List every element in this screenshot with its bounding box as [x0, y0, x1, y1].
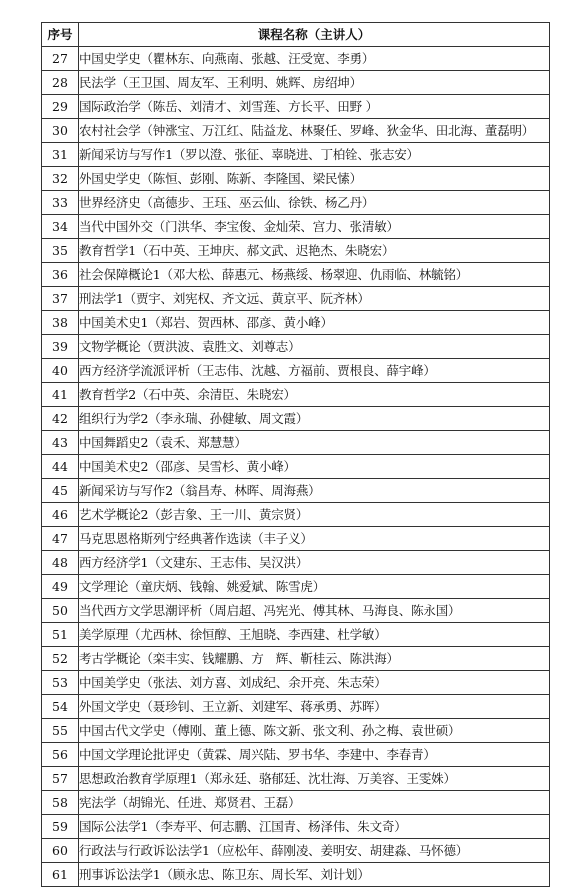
- row-number: 57: [42, 767, 79, 791]
- row-number: 27: [42, 47, 79, 71]
- table-row: [42, 815, 550, 839]
- table-row: [42, 431, 550, 455]
- table-row: [42, 335, 550, 359]
- course-name-cell: 当代中国外交（门洪华、李宝俊、金灿荣、宫力、张清敏）: [79, 215, 550, 239]
- table-row: [42, 95, 550, 119]
- row-number: 28: [42, 71, 79, 95]
- table-row: [42, 263, 550, 287]
- course-name-cell: 西方经济学1（文建东、王志伟、吴汉洪）: [79, 551, 550, 575]
- course-name-cell: 中国美术史2（邵彦、吴雪杉、黄小峰）: [79, 455, 550, 479]
- table-header-row: [42, 23, 550, 47]
- table-row: [42, 167, 550, 191]
- course-name-cell: 外国文学史（聂珍钊、王立新、刘建军、蒋承勇、苏晖）: [79, 695, 550, 719]
- table-row: [42, 839, 550, 863]
- table-row: [42, 719, 550, 743]
- table-row: [42, 671, 550, 695]
- row-number: 37: [42, 287, 79, 311]
- course-name-cell: 教育哲学1（石中英、王坤庆、郝文武、迟艳杰、朱晓宏）: [79, 239, 550, 263]
- course-name-cell: 民法学（王卫国、周友军、王利明、姚辉、房绍坤）: [79, 71, 550, 95]
- table-row: [42, 551, 550, 575]
- course-name-cell: 新闻采访与写作2（翁昌寿、林晖、周海燕）: [79, 479, 550, 503]
- course-table: [41, 22, 550, 887]
- row-number: 36: [42, 263, 79, 287]
- course-name-cell: 考古学概论（栾丰实、钱耀鹏、方 辉、靳桂云、陈洪海）: [79, 647, 550, 671]
- course-name-cell: 中国文学理论批评史（黄霖、周兴陆、罗书华、李建中、李春青）: [79, 743, 550, 767]
- course-name-cell: 农村社会学（钟涨宝、万江红、陆益龙、林聚任、罗峰、狄金华、田北海、董磊明）: [79, 119, 550, 143]
- table-row: [42, 743, 550, 767]
- course-name-cell: 刑事诉讼法学1（顾永忠、陈卫东、周长军、刘计划）: [79, 863, 550, 887]
- table-row: [42, 479, 550, 503]
- table-row: [42, 791, 550, 815]
- course-list-sheet: [41, 22, 549, 887]
- table-row: [42, 695, 550, 719]
- table-body: [42, 47, 550, 887]
- row-number: 56: [42, 743, 79, 767]
- course-name-cell: 西方经济学流派评析（王志伟、沈越、方福前、贾根良、薛宇峰）: [79, 359, 550, 383]
- table-row: [42, 527, 550, 551]
- row-number: 40: [42, 359, 79, 383]
- table-row: [42, 455, 550, 479]
- row-number: 50: [42, 599, 79, 623]
- row-number: 53: [42, 671, 79, 695]
- course-name-cell: 马克思恩格斯列宁经典著作选读（丰子义）: [79, 527, 550, 551]
- course-name-cell: 文学理论（童庆炳、钱翰、姚爱斌、陈雪虎）: [79, 575, 550, 599]
- course-name-cell: 国际政治学（陈岳、刘清才、刘雪莲、方长平、田野 ）: [79, 95, 550, 119]
- table-row: [42, 47, 550, 71]
- row-number: 47: [42, 527, 79, 551]
- table-row: [42, 143, 550, 167]
- row-number: 30: [42, 119, 79, 143]
- row-number: 41: [42, 383, 79, 407]
- row-number: 49: [42, 575, 79, 599]
- table-row: [42, 359, 550, 383]
- row-number: 46: [42, 503, 79, 527]
- course-name-cell: 中国舞蹈史2（袁禾、郑慧慧）: [79, 431, 550, 455]
- course-name-cell: 文物学概论（贾洪波、袁胜文、刘尊志）: [79, 335, 550, 359]
- table-row: [42, 863, 550, 887]
- table-row: [42, 647, 550, 671]
- row-number: 33: [42, 191, 79, 215]
- row-number: 51: [42, 623, 79, 647]
- row-number: 44: [42, 455, 79, 479]
- course-name-cell: 外国史学史（陈恒、彭刚、陈新、李隆国、梁民愫）: [79, 167, 550, 191]
- row-number: 34: [42, 215, 79, 239]
- table-row: [42, 191, 550, 215]
- table-row: [42, 239, 550, 263]
- course-name-cell: 国际公法学1（李寿平、何志鹏、江国青、杨泽伟、朱文奇）: [79, 815, 550, 839]
- course-name-cell: 艺术学概论2（彭吉象、王一川、黄宗贤）: [79, 503, 550, 527]
- table-row: [42, 623, 550, 647]
- course-name-cell: 世界经济史（高德步、王珏、巫云仙、徐铁、杨乙丹）: [79, 191, 550, 215]
- course-name-cell: 当代西方文学思潮评析（周启超、冯宪光、傅其林、马海良、陈永国）: [79, 599, 550, 623]
- table-row: [42, 575, 550, 599]
- table-row: [42, 311, 550, 335]
- row-number: 43: [42, 431, 79, 455]
- table-row: [42, 215, 550, 239]
- header-course-name: 课程名称（主讲人）: [79, 23, 550, 47]
- table-row: [42, 383, 550, 407]
- table-row: [42, 287, 550, 311]
- table-row: [42, 599, 550, 623]
- row-number: 54: [42, 695, 79, 719]
- course-name-cell: 思想政治教育学原理1（郑永廷、骆郁廷、沈壮海、万美容、王雯姝）: [79, 767, 550, 791]
- table-row: [42, 407, 550, 431]
- table-row: [42, 119, 550, 143]
- course-name-cell: 宪法学（胡锦光、任进、郑贤君、王磊）: [79, 791, 550, 815]
- row-number: 48: [42, 551, 79, 575]
- row-number: 42: [42, 407, 79, 431]
- row-number: 35: [42, 239, 79, 263]
- row-number: 60: [42, 839, 79, 863]
- course-name-cell: 行政法与行政诉讼法学1（应松年、薛刚凌、姜明安、胡建淼、马怀德）: [79, 839, 550, 863]
- row-number: 52: [42, 647, 79, 671]
- row-number: 61: [42, 863, 79, 887]
- row-number: 45: [42, 479, 79, 503]
- course-name-cell: 组织行为学2（李永瑞、孙健敏、周文霞）: [79, 407, 550, 431]
- row-number: 39: [42, 335, 79, 359]
- row-number: 55: [42, 719, 79, 743]
- course-name-cell: 美学原理（尤西林、徐恒醇、王旭晓、李西建、杜学敏）: [79, 623, 550, 647]
- table-row: [42, 767, 550, 791]
- course-name-cell: 中国美术史1（郑岩、贺西林、邵彦、黄小峰）: [79, 311, 550, 335]
- course-name-cell: 中国美学史（张法、刘方喜、刘成纪、余开亮、朱志荣）: [79, 671, 550, 695]
- course-name-cell: 中国史学史（瞿林东、向燕南、张越、汪受宽、李勇）: [79, 47, 550, 71]
- course-name-cell: 社会保障概论1（邓大松、薛惠元、杨燕绥、杨翠迎、仇雨临、林毓铭）: [79, 263, 550, 287]
- row-number: 59: [42, 815, 79, 839]
- table-row: [42, 503, 550, 527]
- course-name-cell: 中国古代文学史（傅刚、董上德、陈文新、张文利、孙之梅、袁世硕）: [79, 719, 550, 743]
- row-number: 38: [42, 311, 79, 335]
- course-name-cell: 刑法学1（贾宇、刘宪权、齐文远、黄京平、阮齐林）: [79, 287, 550, 311]
- row-number: 29: [42, 95, 79, 119]
- course-name-cell: 新闻采访与写作1（罗以澄、张征、辜晓进、丁柏铨、张志安）: [79, 143, 550, 167]
- row-number: 58: [42, 791, 79, 815]
- header-number: 序号: [42, 23, 79, 47]
- row-number: 32: [42, 167, 79, 191]
- row-number: 31: [42, 143, 79, 167]
- table-row: [42, 71, 550, 95]
- course-name-cell: 教育哲学2（石中英、余清臣、朱晓宏）: [79, 383, 550, 407]
